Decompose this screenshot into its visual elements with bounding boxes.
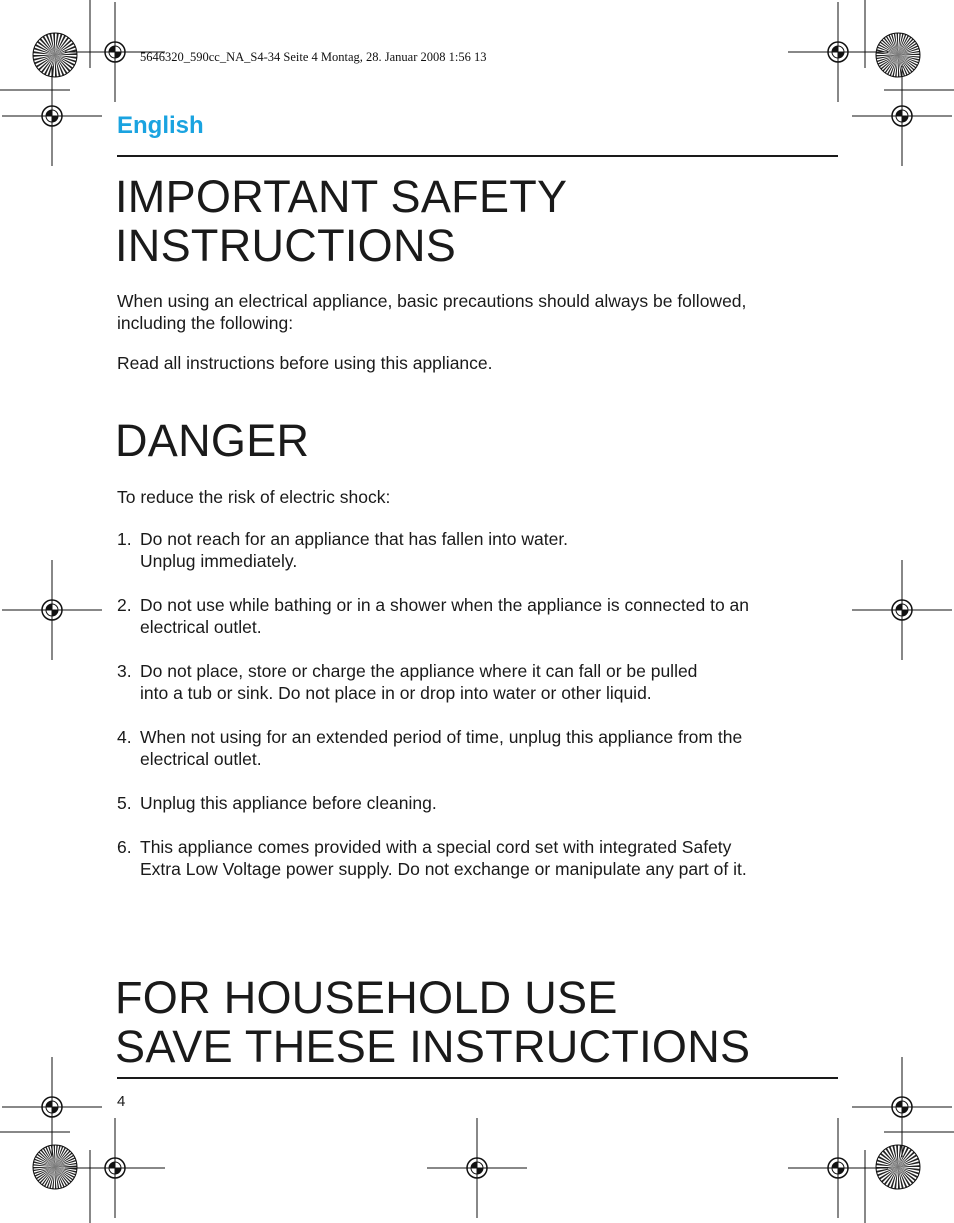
page-title-line-1: IMPORTANT SAFETY <box>115 171 568 222</box>
list-item-line: Do not reach for an appliance that has fallen into water. <box>140 529 569 549</box>
danger-list <box>117 528 839 902</box>
list-item-number: 4. <box>117 727 132 747</box>
page-title-line-2: INSTRUCTIONS <box>115 220 457 271</box>
list-item-number: 6. <box>117 837 132 857</box>
list-item-line: When not using for an extended period of time, unplug this appliance from the <box>140 727 743 747</box>
list-item-line: electrical outlet. <box>140 617 262 637</box>
page-title <box>115 172 567 270</box>
registration-mark <box>788 1118 888 1218</box>
footer-heading <box>115 973 750 1071</box>
footer-heading-line-1: FOR HOUSEHOLD USE <box>115 972 618 1023</box>
registration-mark <box>852 66 952 166</box>
registration-mark <box>65 1118 165 1218</box>
list-item-number: 5. <box>117 793 132 813</box>
footer-heading-line-2: SAVE THESE INSTRUCTIONS <box>115 1021 751 1072</box>
list-item-line: into a tub or sink. Do not place in or drop into water or other liquid. <box>140 683 652 703</box>
top-rule <box>117 155 838 157</box>
list-item-number: 2. <box>117 595 132 615</box>
list-item <box>117 792 839 814</box>
bottom-rule <box>117 1077 838 1079</box>
registration-mark <box>427 1118 527 1218</box>
list-item <box>117 528 839 572</box>
danger-lead: To reduce the risk of electric shock: <box>117 487 391 507</box>
list-item-line: Do not use while bathing or in a shower when the appliance is connected to an <box>140 595 750 615</box>
intro-precaution: When using an electrical appliance, basic precautions should always be followed, including the following: <box>117 291 747 333</box>
list-item <box>117 660 839 704</box>
starburst-bottom-left <box>33 1145 77 1189</box>
registration-mark <box>852 1057 952 1157</box>
list-item-line: Unplug immediately. <box>140 551 298 571</box>
list-item-line: This appliance comes provided with a special cord set with integrated Safety <box>140 837 732 857</box>
registration-mark <box>2 66 102 166</box>
list-item-number: 1. <box>117 529 132 549</box>
starburst-top-right <box>876 33 920 77</box>
registration-mark <box>2 560 102 660</box>
list-item-line: Do not place, store or charge the appliance where it can fall or be pulled <box>140 661 698 681</box>
starburst-bottom-right <box>876 1145 920 1189</box>
starburst-top-left <box>33 33 77 77</box>
list-item-line: Extra Low Voltage power supply. Do not exchange or manipulate any part of it. <box>140 859 747 879</box>
intro-read-all: Read all instructions before using this appliance. <box>117 353 493 373</box>
list-item-line: electrical outlet. <box>140 749 262 769</box>
list-item-number: 3. <box>117 661 132 681</box>
danger-heading: DANGER <box>115 415 310 466</box>
page-number: 4 <box>117 1093 126 1110</box>
registration-mark <box>2 1057 102 1157</box>
list-item <box>117 726 839 770</box>
list-item-line: Unplug this appliance before cleaning. <box>140 793 437 813</box>
registration-mark <box>852 560 952 660</box>
list-item <box>117 594 839 638</box>
print-slug: 5646320_590cc_NA_S4-34 Seite 4 Montag, 28. Januar 2008 1:56 13 <box>140 50 487 64</box>
list-item <box>117 836 839 880</box>
registration-mark <box>788 2 888 102</box>
language-label: English <box>117 112 204 139</box>
